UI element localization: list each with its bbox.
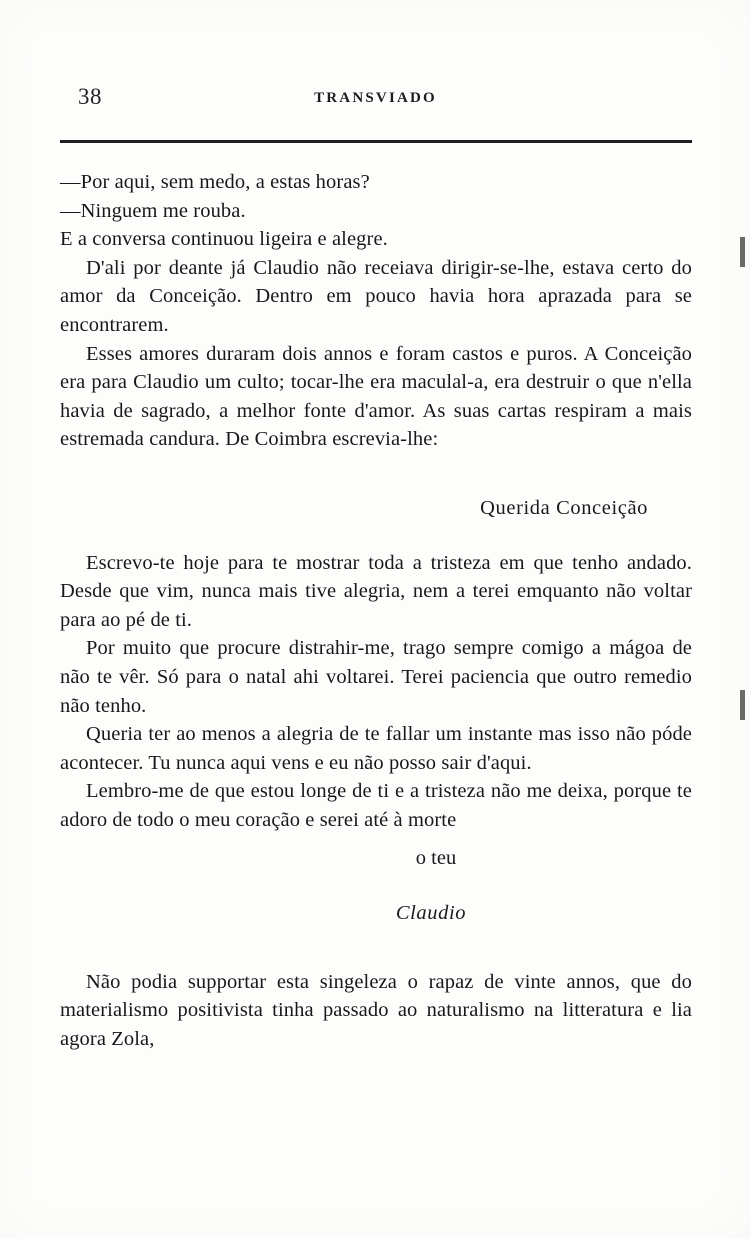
spacer: [60, 928, 692, 968]
dialogue-line: E a conversa continuou ligeira e alegre.: [60, 228, 388, 251]
letter-paragraph: Lembro-me de que estou longe de ti e a tristeza não me deixa, porque te adoro de todo o meu coração e serei até à morte: [60, 780, 692, 831]
running-head: [78, 84, 673, 110]
letter-salutation: Querida Conceição: [480, 496, 648, 519]
spacer: [60, 523, 692, 549]
spacer: [60, 873, 692, 899]
page-number: 38: [78, 84, 102, 109]
dialogue-line: —Ninguem me rouba.: [60, 199, 246, 222]
letter-paragraph: Escrevo-te hoje para te mostrar toda a tristeza em que tenho andado. Desde que vim, nunca mais tive alegria, nem a terei emquanto não voltar para ao pé de ti.: [60, 551, 692, 631]
scan-artifact: [740, 690, 745, 720]
header-rule: [60, 140, 692, 143]
spacer: [60, 834, 692, 844]
dialogue-block: [60, 168, 692, 254]
page-body: [60, 168, 692, 1053]
letter-paragraph: Por muito que procure distrahir-me, trago sempre comigo a mágoa de não te vêr. Só para o natal ahi voltarei. Terei paciencia que outro remedio não tenho.: [60, 637, 692, 717]
spacer: [60, 454, 692, 494]
letter-signature: Claudio: [395, 902, 467, 925]
closing-paragraph: Não podia supportar esta singeleza o rapaz de vinte annos, que do materialismo positivista tinha passado ao naturalismo na litteratura e lia agora Zola,: [60, 970, 692, 1050]
running-head-title: TRANSVIADO: [314, 90, 437, 106]
scan-artifact: [740, 237, 745, 267]
narrative-paragraph: Esses amores duraram dois annos e foram castos e puros. A Conceição era para Claudio um culto; tocar-lhe era maculal-a, era destruir o que n'ella havia de sagrado, a melhor fonte d'amor. As suas cartas respiram a mais estremada candura. De Coimbra escrevia-lhe:: [60, 342, 692, 451]
narrative-paragraph: D'ali por deante já Claudio não receiava dirigir-se-lhe, estava certo do amor da Conceição. Dentro em pouco havia hora aprazada para se encontrarem.: [60, 256, 692, 336]
dialogue-line: —Por aqui, sem medo, a estas horas?: [60, 171, 370, 193]
letter-signoff: o teu: [415, 847, 457, 870]
letter-paragraph: Queria ter ao menos a alegria de te fallar um instante mas isso não póde acontecer. Tu nunca aqui vens e eu não posso sair d'aqui.: [60, 723, 692, 774]
